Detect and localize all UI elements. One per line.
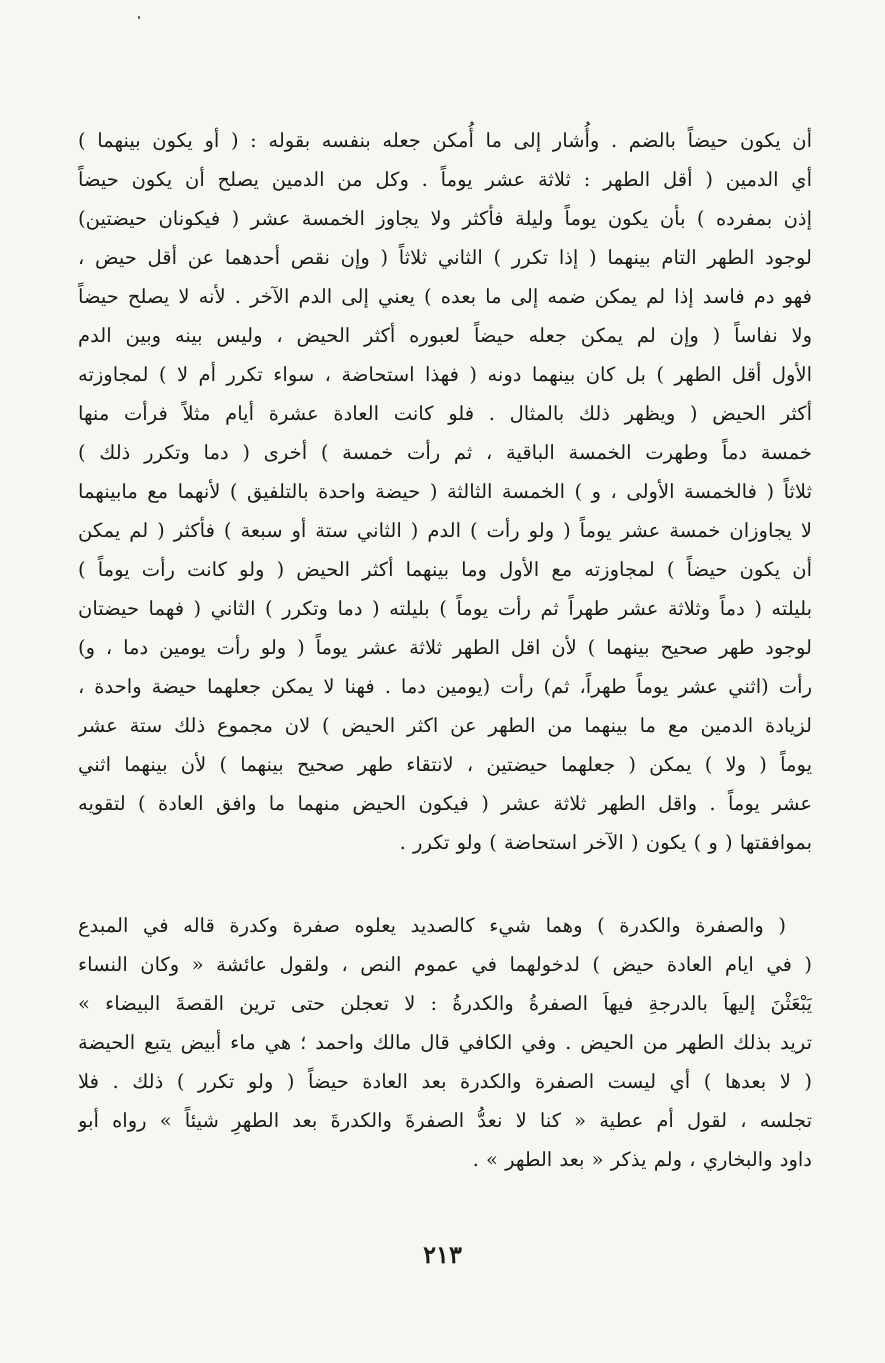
scan-speck bbox=[138, 16, 140, 19]
text-line: إذن بمفرده ) بأن يكون يوماً وليلة فأكثر ولا يجاوز الخمسة عشر ( فيكونان حيضتين) bbox=[78, 207, 812, 230]
text-line: يَبْعَثْنَ إليهاَ بالدرجةِ فيهاَ الصفرةُ والكدرةُ : لا تعجلن حتى ترين القصةَ البيضاء » bbox=[78, 992, 812, 1015]
text-line: الأول أقل الطهر ) بل كان بينهما دونه ( فهذا استحاضة ، سواء تكرر أم لا ) لمجاوزته bbox=[78, 363, 812, 386]
text-line: لزيادة الدمين مع ما بينهما من الطهر عن اكثر الحيض ) لان مجموع ذلك ستة عشر bbox=[78, 714, 812, 737]
text-line: لا يجاوزان خمسة عشر يوماً ( ولو رأت ) الدم ( الثاني ستة أو سبعة ) فأكثر ( لم يمكن bbox=[78, 519, 812, 542]
text-line: رأت (اثني عشر يوماً طهراً، ثم) رأت (يومين دما . فهنا لا يمكن جعلهما حيضة واحدة ، bbox=[78, 675, 812, 698]
text-line: ( والصفرة والكدرة ) وهما شيء كالصديد يعلوه صفرة وكدرة قاله في المبدع bbox=[78, 914, 786, 937]
text-line: لوجود الطهر التام بينهما ( إذا تكرر ) الثاني ثلاثاً ( وإن نقص أحدهما عن أقل حيض ، bbox=[78, 246, 812, 269]
text-line: أي الدمين ( أقل الطهر : ثلاثة عشر يوماً . وكل من الدمين يصلح أن يكون حيضاً bbox=[78, 168, 812, 191]
text-line: أن يكون حيضاً بالضم . وأُشار إلى ما أُمكن جعله بنفسه بقوله : ( أو يكون بينهما ) bbox=[78, 129, 812, 152]
paragraph-1 bbox=[78, 121, 812, 862]
text-line: ( لا بعدها ) أي ليست الصفرة والكدرة بعد العادة حيضاً ( ولو تكرر ) ذلك . فلا bbox=[78, 1070, 812, 1093]
text-line: داود والبخاري ، ولم يذكر « بعد الطهر » . bbox=[472, 1148, 812, 1171]
text-line: ثلاثاً ( فالخمسة الأولى ، و ) الخمسة الثالثة ( حيضة واحدة بالتلفيق ) لأنهما مع مابينهما bbox=[78, 480, 812, 503]
text-line: بليلته ( دماً وثلاثة عشر طهراً ثم رأت يوماً ) بليلته ( دما وتكرر ) الثاني ( فهما حيضتان bbox=[78, 597, 812, 620]
text-line: أن يكون حيضاً ) لمجاوزته مع الأول وما بينهما أكثر الحيض ( ولو كانت رأت يوماً ) bbox=[78, 558, 812, 581]
text-line: ولا نفاساً ( وإن لم يمكن جعله حيضاً لعبوره أكثر الحيض ، وليس بينه وبين الدم bbox=[78, 324, 812, 347]
text-line: ( في ايام العادة حيض ) لدخولهما في عموم النص ، ولقول عائشة « وكان النساء bbox=[78, 953, 812, 976]
text-line: تجلسه ، لقول أم عطية « كنا لا نعدُّ الصفرةَ والكدرةَ بعد الطهرِ شيئاً » رواه أبو bbox=[78, 1109, 812, 1132]
paragraph-2 bbox=[78, 906, 812, 1179]
text-line: فهو دم فاسد إذا لم يمكن ضمه إلى ما بعده ) يعني إلى الدم الآخر . لأنه لا يصلح حيضاً bbox=[78, 285, 812, 308]
text-line: خمسة دماً وطهرت الخمسة الباقية ، ثم رأت خمسة ) أخرى ( دما وتكرر ذلك ) bbox=[78, 441, 812, 464]
text-line: لوجود طهر صحيح بينهما ) لأن اقل الطهر ثلاثة عشر يوماً ( ولو رأت يومين دما ، و) bbox=[78, 636, 812, 659]
text-line: بموافقتها ( و ) يكون ( الآخر استحاضة ) ولو تكرر . bbox=[399, 831, 812, 854]
text-line: عشر يوماً . واقل الطهر ثلاثة عشر ( فيكون الحيض منهما ما وافق العادة ) لتقويه bbox=[78, 792, 812, 815]
text-line: أكثر الحيض ( ويظهر ذلك بالمثال . فلو كانت العادة عشرة أيام مثلاً فرأت منها bbox=[78, 402, 812, 425]
page-number: ٢١٣ bbox=[423, 1240, 462, 1269]
text-line: تريد بذلك الطهر من الحيض . وفي الكافي قال مالك واحمد ؛ هي ماء أبيض يتبع الحيضة bbox=[78, 1031, 812, 1054]
text-line: يوماً ( ولا ) يمكن ( جعلهما حيضتين ، لانتقاء طهر صحيح بينهما ) لأن بينهما اثني bbox=[78, 753, 812, 776]
